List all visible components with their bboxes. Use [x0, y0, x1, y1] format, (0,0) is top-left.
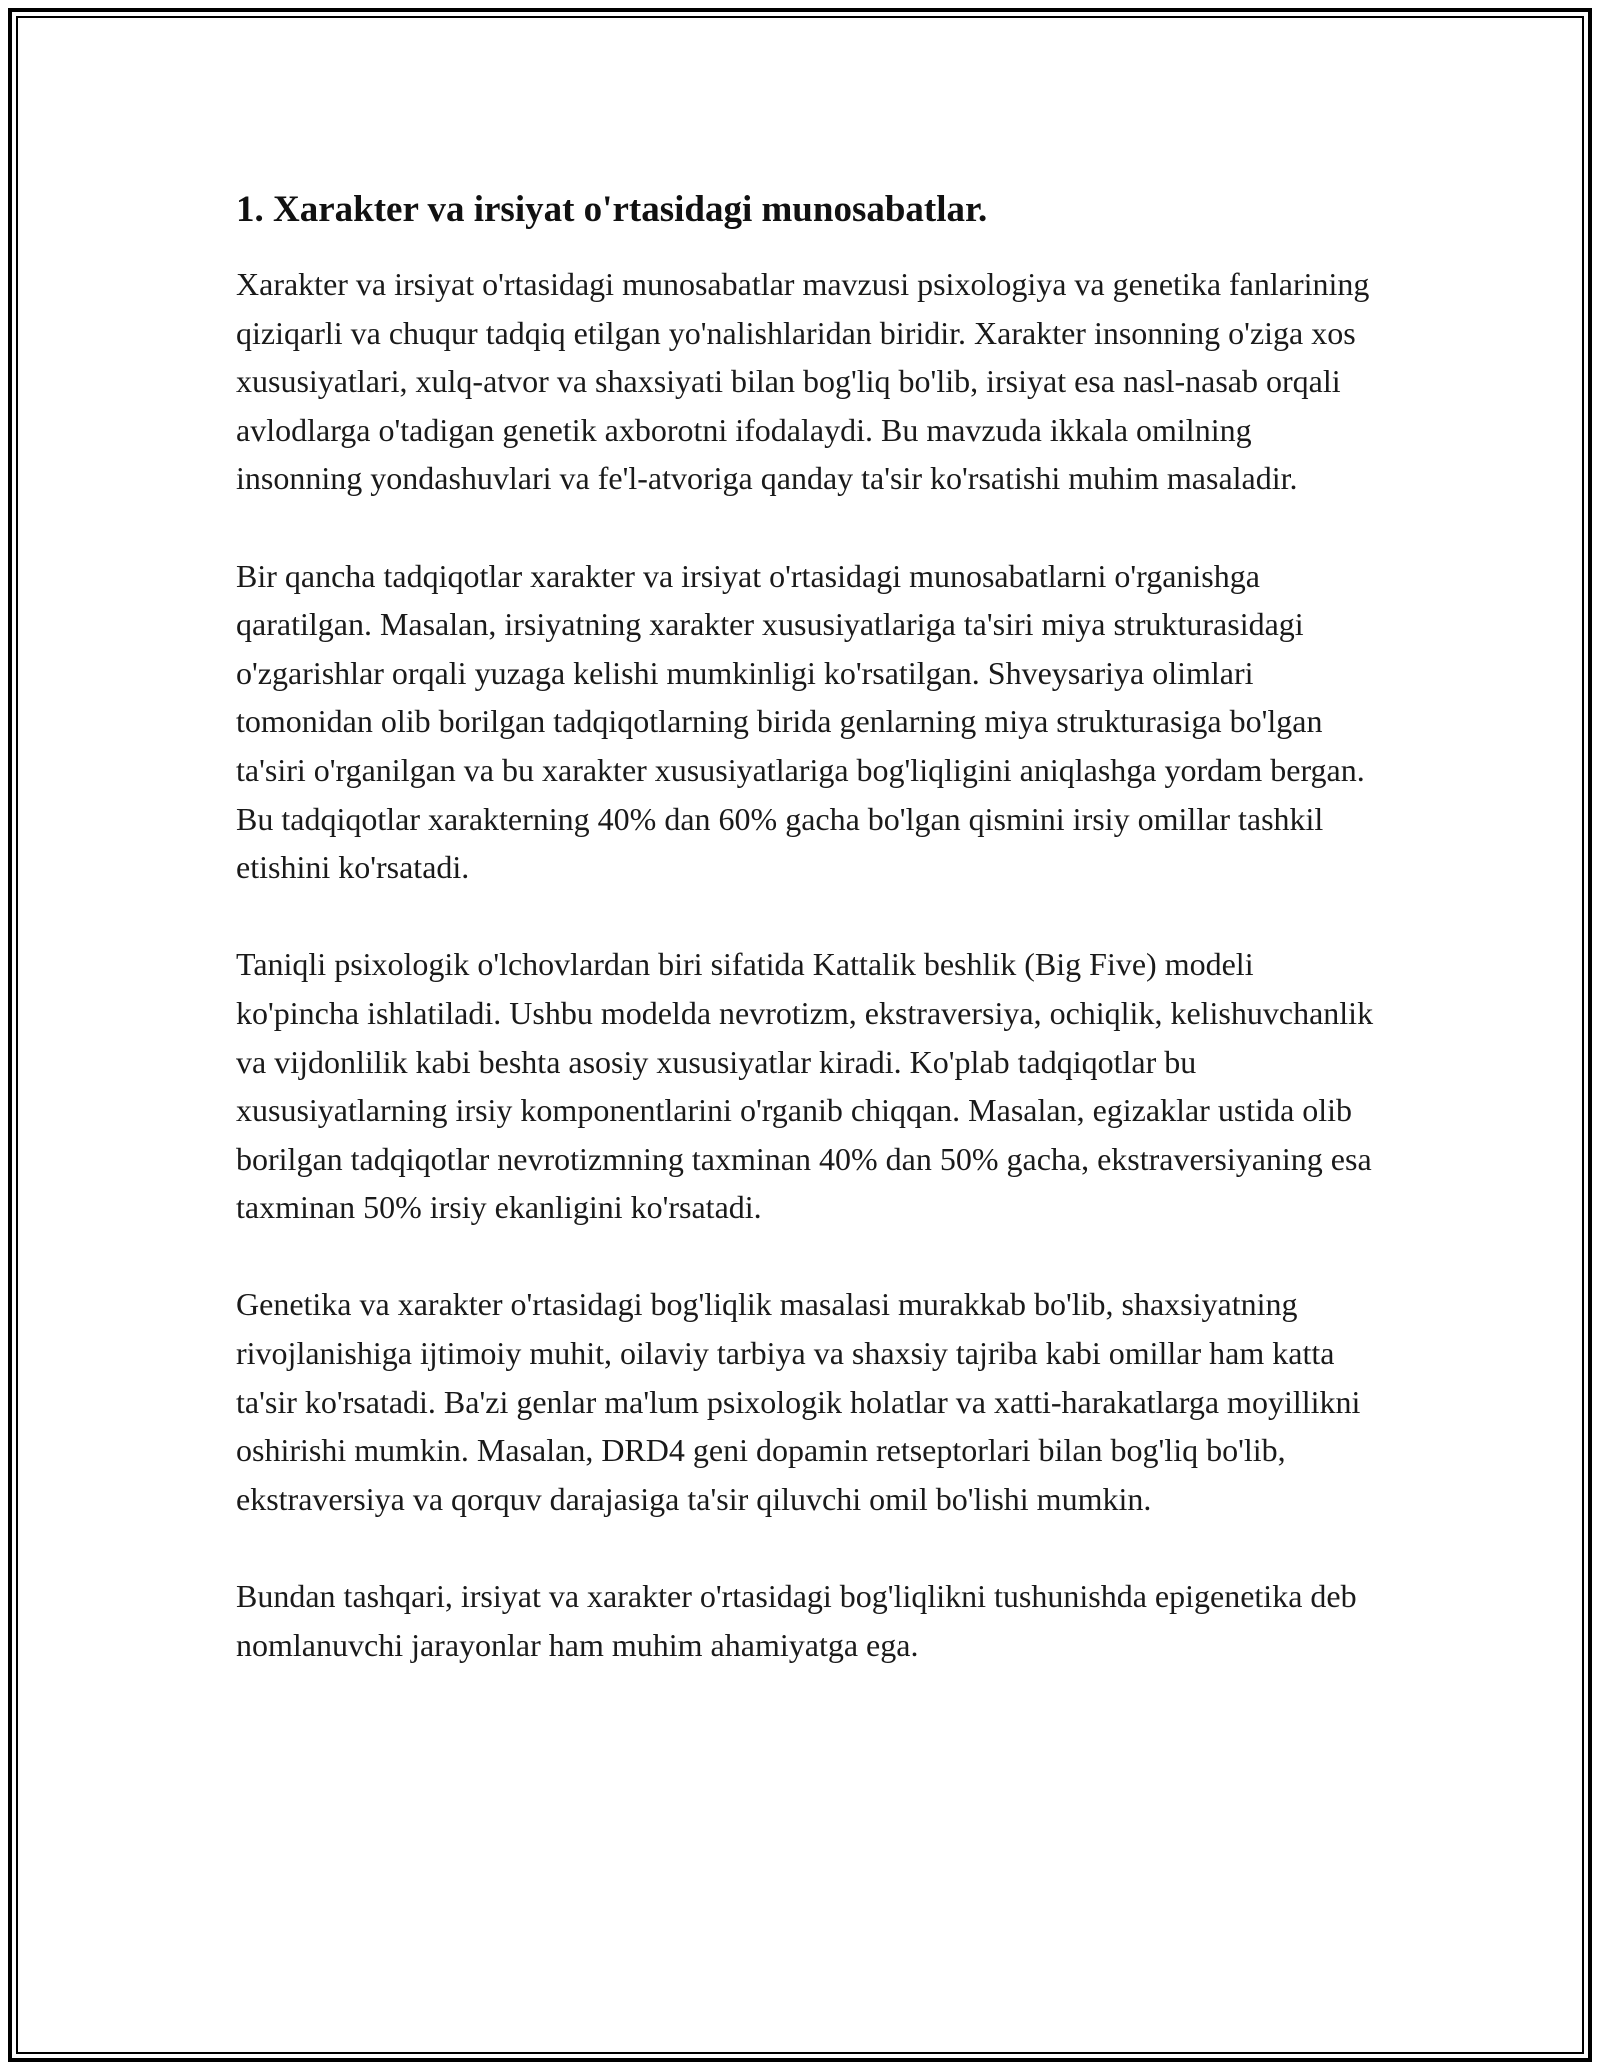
paragraph-epigenetics: Bundan tashqari, irsiyat va xarakter o'rtasidagi bog'liqlikni tushunishda epigenetika deb nomlanuvchi jarayonlar ham muhim ahamiyatga ega. — [236, 1578, 1357, 1663]
paragraph-big-five: Taniqli psixologik o'lchovlardan biri sifatida Kattalik beshlik (Big Five) modeli ko'pincha ishlatiladi. Ushbu modelda nevrotizm, ekstraversiya, ochiqlik, kelishuvchanlik va vijdonlilik kabi beshta asosiy xususiyatlar kiradi. Ko'plab tadqiqotlar bu xususiyatlarning irsiy komponentlarini o'rganib chiqqan. Masalan, egizaklar ustida olib borilgan tadqiqotlar nevrotizmning taxminan 40% dan 50% gacha, ekstraversiyaning esa taxminan 50% irsiy ekanligini ko'rsatadi. — [236, 946, 1374, 1226]
document-body — [236, 186, 1376, 1718]
section-heading: 1. Xarakter va irsiyat o'rtasidagi munosabatlar. — [236, 189, 988, 230]
paragraph-intro: Xarakter va irsiyat o'rtasidagi munosabatlar mavzusi psixologiya va genetika fanlarining qiziqarli va chuqur tadqiq etilgan yo'nalishlaridan biridir. Xarakter insonning o'ziga xos xususiyatlari, xulq-atvor va shaxsiyati bilan bog'liq bo'lib, irsiyat esa nasl-nasab orqali avlodlarga o'tadigan genetik axborotni ifodalaydi. Bu mavzuda ikkala omilning insonning yondashuvlari va fe'l-atvoriga qanday ta'sir ko'rsatishi muhim masaladir. — [236, 266, 1370, 497]
paragraph-genetics: Genetika va xarakter o'rtasidagi bog'liqlik masalasi murakkab bo'lib, shaxsiyatning rivojlanishiga ijtimoiy muhit, oilaviy tarbiya va shaxsiy tajriba kabi omillar ham katta ta'sir ko'rsatadi. Ba'zi genlar ma'lum psixologik holatlar va xatti-harakatlarga moyillikni oshirishi mumkin. Masalan, DRD4 geni dopamin retseptorlari bilan bog'liq bo'lib, ekstraversiya va qorquv darajasiga ta'sir qiluvchi omil bo'lishi mumkin. — [236, 1286, 1361, 1517]
paragraph-research: Bir qancha tadqiqotlar xarakter va irsiyat o'rtasidagi munosabatlarni o'rganishga qaratilgan. Masalan, irsiyatning xarakter xususiyatlariga ta'siri miya strukturasidagi o'zgarishlar orqali yuzaga kelishi mumkinligi ko'rsatilgan. Shveysariya olimlari tomonidan olib borilgan tadqiqotlarning birida genlarning miya strukturasiga bo'lgan ta'siri o'rganilgan va bu xarakter xususiyatlariga bog'liqligini aniqlashga yordam bergan. Bu tadqiqotlar xarakterning 40% dan 60% gacha bo'lgan qismini irsiy omillar tashkil etishini ko'rsatadi. — [236, 557, 1365, 886]
